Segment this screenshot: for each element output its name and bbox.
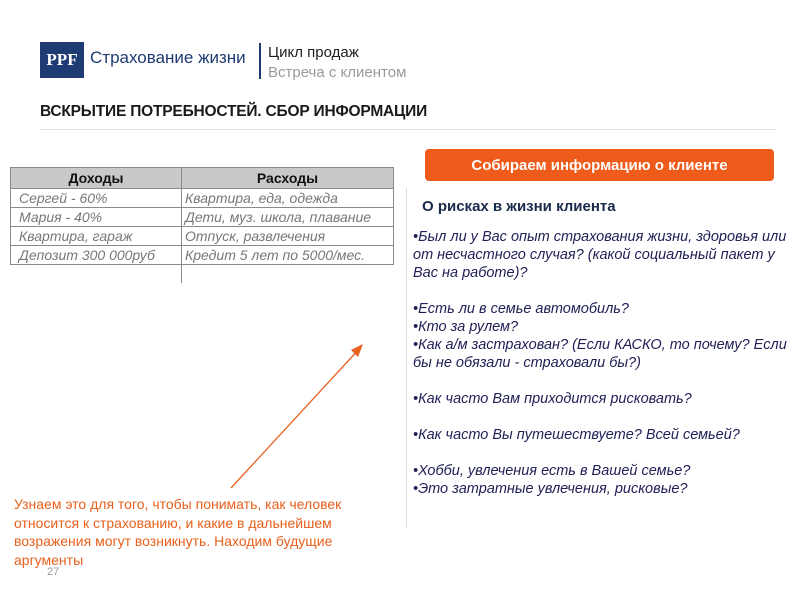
column-header-income: Доходы [11,168,182,189]
table-cell: Мария - 40% [11,208,182,227]
risk-questions-list [413,228,793,498]
list-item: •Это затратные увлечения, рисковые? [413,481,688,497]
table-cell: Квартира, еда, одежда [182,189,394,208]
table-row-empty [11,265,394,284]
table-cell: Депозит 300 000руб [11,246,182,265]
collect-info-banner: Собираем информацию о клиенте [425,149,774,181]
ppf-logo: PPF [40,42,84,78]
list-item: •Как а/м застрахован? (Если КАСКО, то почему? Если бы не обязали - страховали бы?) [413,337,787,371]
table-row [11,246,394,265]
pointer-arrow [228,340,368,490]
table-cell-empty [11,265,182,284]
income-expenses-table [10,167,394,283]
table-row [11,189,394,208]
column-header-expenses: Расходы [182,168,394,189]
list-item: •Был ли у Вас опыт страхования жизни, здоровья или от несчастного случая? (какой социальный пакет у Вас на работе)? [413,229,787,281]
table-cell-empty [182,265,394,284]
table-row [11,227,394,246]
page-title: ВСКРЫТИЕ ПОТРЕБНОСТЕЙ. СБОР ИНФОРМАЦИИ [40,103,428,120]
arrow-line [231,347,361,488]
list-item: •Кто за рулем? [413,319,519,335]
list-item: •Как часто Вы путешествуете? Всей семьей? [413,427,740,443]
list-gap [413,444,793,462]
column-divider [406,188,407,528]
section-subtitle: Встреча с клиентом [268,64,407,81]
list-gap [413,282,793,300]
table-cell: Отпуск, развлечения [182,227,394,246]
table-row [11,208,394,227]
table-cell: Кредит 5 лет по 5000/мес. [182,246,394,265]
list-item: •Есть ли в семье автомобиль? [413,301,629,317]
page-number: 27 [47,566,60,578]
header-divider [259,43,261,79]
risks-heading: О рисках в жизни клиента [422,198,616,215]
brand-name: Страхование жизни [90,48,246,67]
list-item: •Хобби, увлечения есть в Вашей семье? [413,463,691,479]
table-cell: Квартира, гараж [11,227,182,246]
list-item: •Как часто Вам приходится рисковать? [413,391,692,407]
list-gap [413,372,793,390]
section-title: Цикл продаж [268,44,359,61]
list-gap [413,408,793,426]
table-cell: Сергей - 60% [11,189,182,208]
title-underline [40,129,777,130]
table-cell: Дети, муз. школа, плавание [182,208,394,227]
explanation-note: Узнаем это для того, чтобы понимать, как человек относится к страхованию, и какие в дальнейшем возражения могут возникнуть. Находим будущие аргументы [14,496,342,568]
table-header-row [11,168,394,189]
